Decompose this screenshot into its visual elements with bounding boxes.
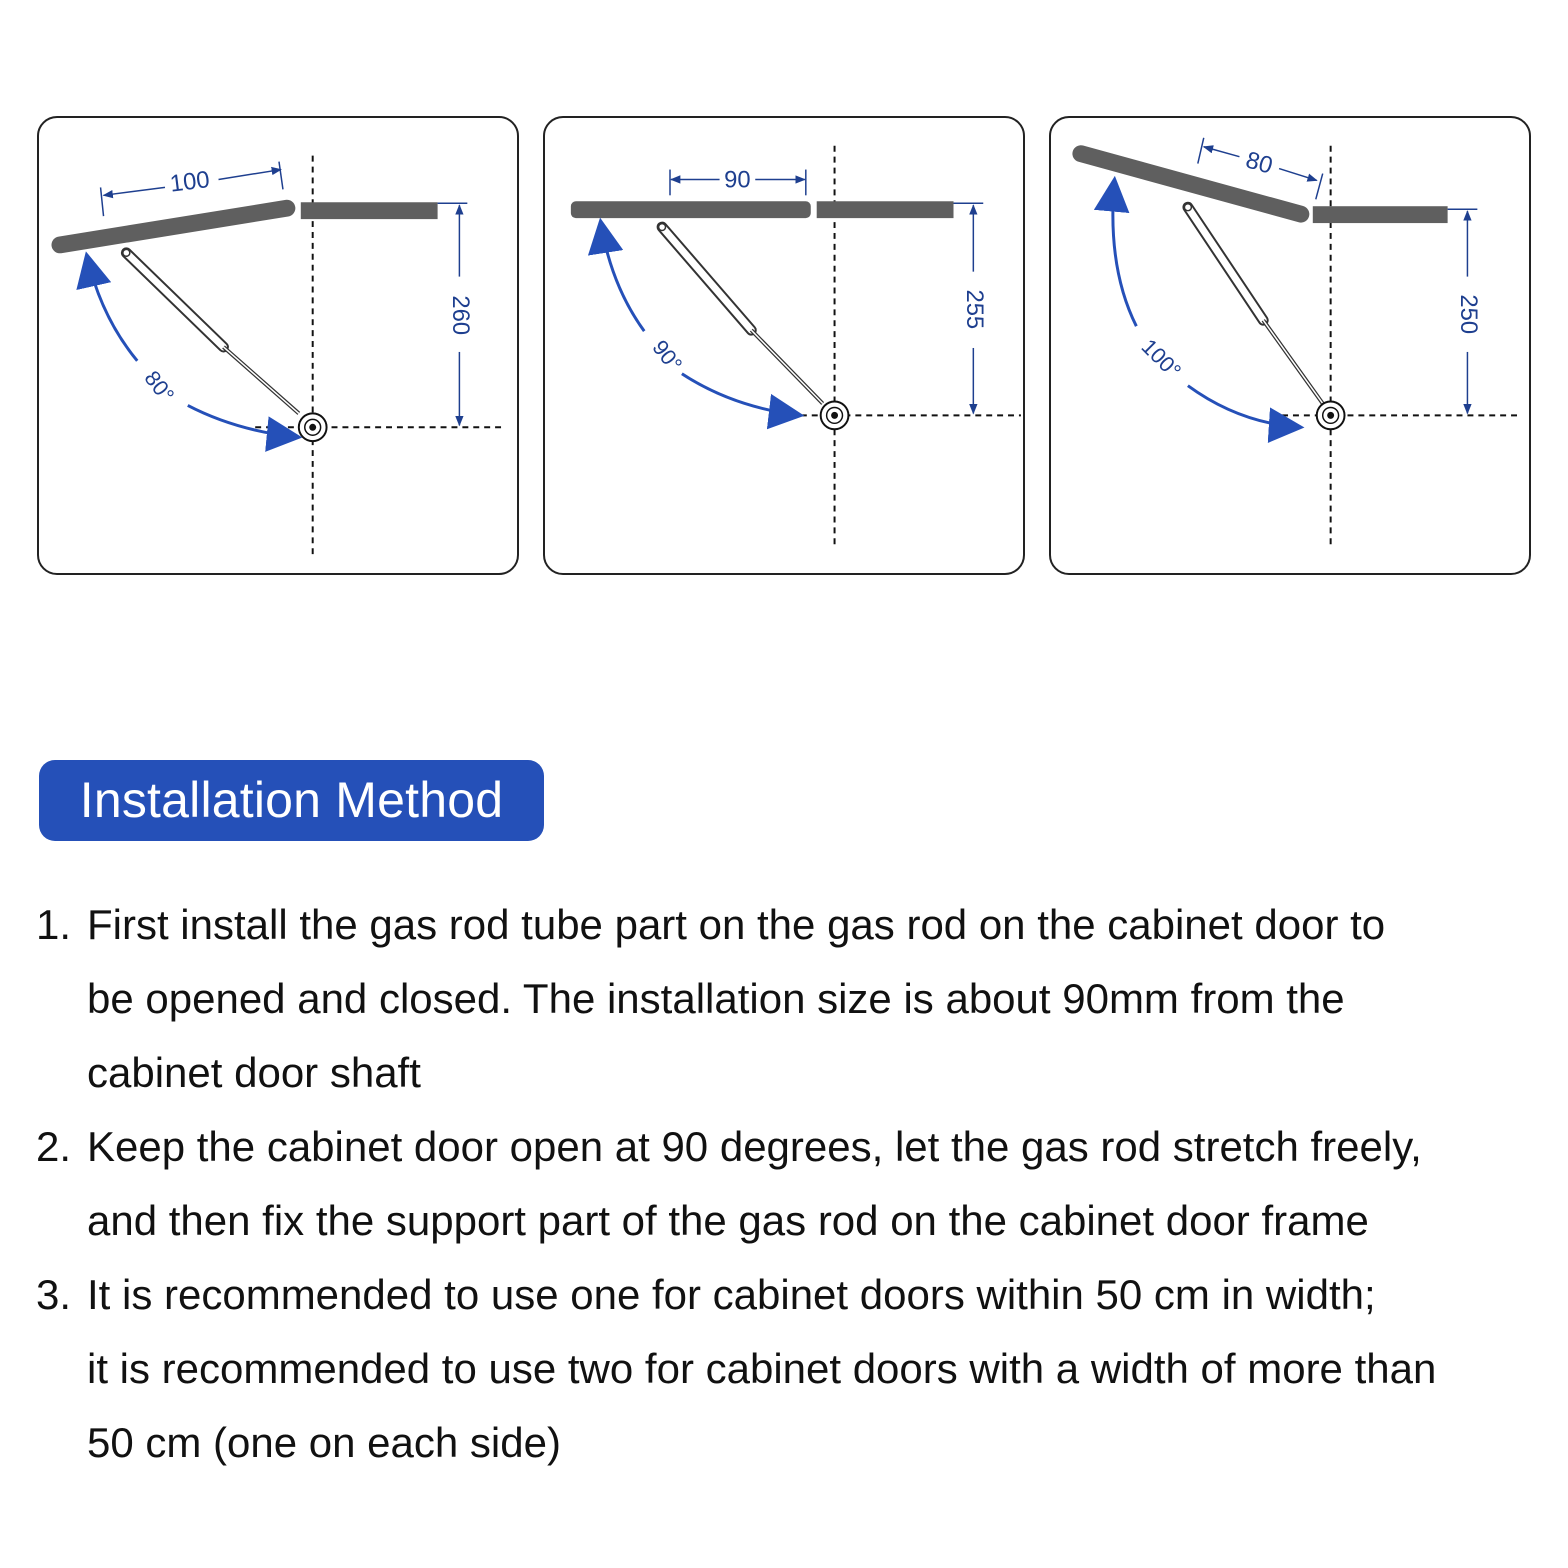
step-line: cabinet door shaft bbox=[87, 1049, 421, 1096]
angle-label: 100° bbox=[1136, 333, 1187, 384]
step-item-2 bbox=[36, 1110, 1546, 1258]
diagram-80-degree-drawing bbox=[39, 118, 517, 573]
step-item-3 bbox=[36, 1258, 1546, 1480]
step-line: First install the gas rod tube part on the gas rod on the cabinet door to bbox=[87, 901, 1386, 948]
open-door-panel bbox=[60, 208, 287, 245]
angle-label: 90° bbox=[647, 335, 688, 377]
step-number: 1. bbox=[36, 901, 72, 948]
step-line: Keep the cabinet door open at 90 degrees, let the gas rod stretch freely, bbox=[87, 1123, 1422, 1170]
step-line: be opened and closed. The installation size is about 90mm from the bbox=[87, 975, 1345, 1022]
diagram-panel-80-degree bbox=[37, 116, 519, 575]
step-line: 50 cm (one on each side) bbox=[87, 1419, 561, 1466]
gas-spring bbox=[1184, 204, 1322, 404]
step-number: 3. bbox=[36, 1271, 72, 1318]
hinge-pivot-icon bbox=[299, 413, 327, 441]
section-title: Installation Method bbox=[39, 760, 544, 841]
height-dimension-label: 255 bbox=[961, 289, 989, 330]
diagram-100-degree-drawing bbox=[1051, 118, 1529, 573]
step-line: and then fix the support part of the gas rod on the cabinet door frame bbox=[87, 1197, 1369, 1244]
height-dimension-label: 250 bbox=[1455, 294, 1483, 335]
step-number: 2. bbox=[36, 1123, 72, 1170]
fixed-cabinet-panel bbox=[817, 201, 954, 218]
width-dimension-label: 90 bbox=[724, 166, 751, 194]
gas-spring bbox=[659, 224, 823, 404]
angle-label: 80° bbox=[139, 365, 180, 408]
hinge-pivot-icon bbox=[821, 402, 849, 430]
fixed-cabinet-panel bbox=[1313, 206, 1448, 223]
step-item-1 bbox=[36, 888, 1546, 1110]
fixed-cabinet-panel bbox=[301, 202, 438, 219]
width-dimension-label: 80 bbox=[1242, 146, 1276, 180]
hinge-pivot-icon bbox=[1317, 402, 1345, 430]
height-dimension-label: 260 bbox=[447, 295, 475, 336]
step-line: It is recommended to use one for cabinet doors within 50 cm in width; bbox=[87, 1271, 1376, 1318]
installation-steps-list bbox=[36, 888, 1546, 1480]
diagram-panel-90-degree bbox=[543, 116, 1025, 575]
diagram-90-degree-drawing bbox=[545, 118, 1023, 573]
step-line: it is recommended to use two for cabinet doors with a width of more than bbox=[87, 1345, 1437, 1392]
open-door-panel bbox=[571, 201, 811, 218]
width-dimension-label: 100 bbox=[168, 166, 212, 198]
diagram-panel-100-degree bbox=[1049, 116, 1531, 575]
